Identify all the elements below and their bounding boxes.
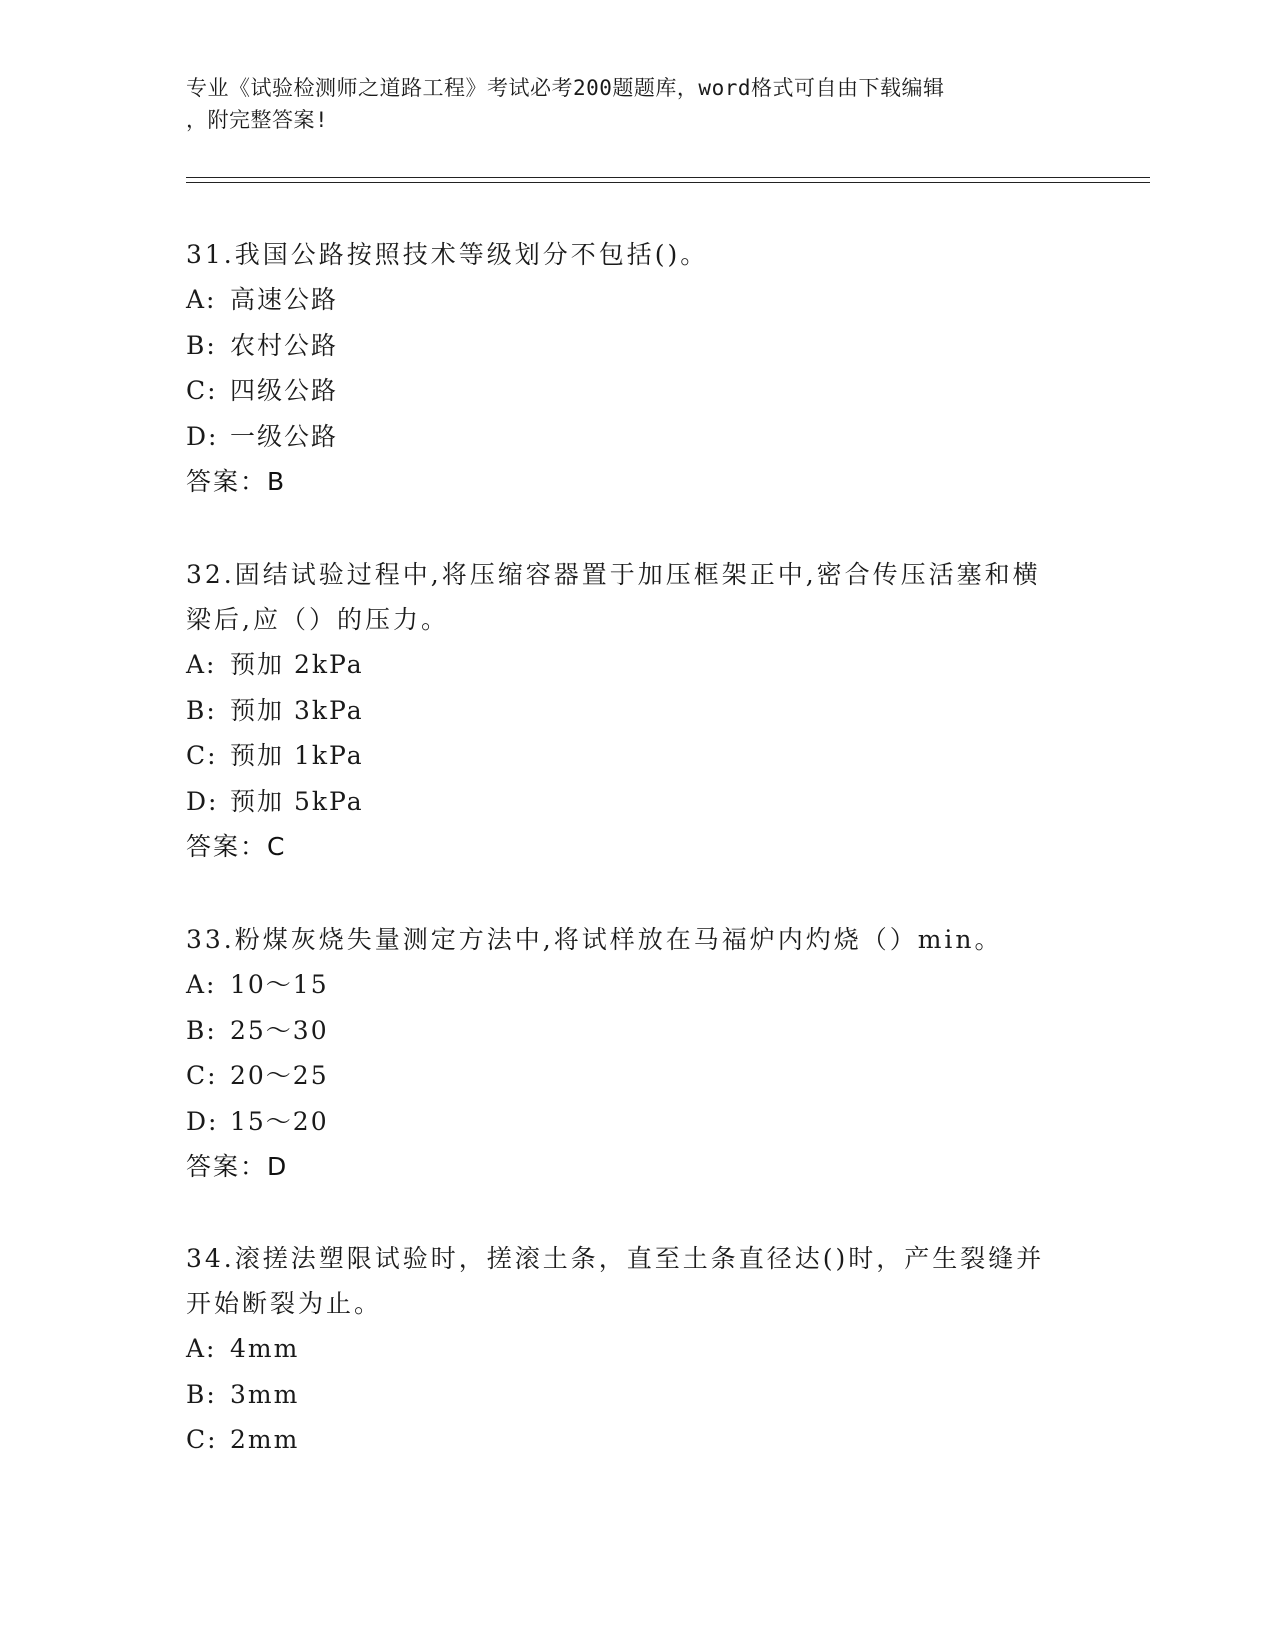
option-a bbox=[186, 642, 1086, 688]
option-c bbox=[186, 1417, 1086, 1463]
option-text: 农村公路 bbox=[230, 330, 339, 360]
option-letter: A: bbox=[186, 650, 217, 679]
option-text: 10～15 bbox=[230, 970, 329, 999]
option-text: 预加 3kPa bbox=[230, 695, 364, 725]
question-32 bbox=[186, 552, 1086, 869]
question-stem: 33.粉煤灰烧失量测定方法中,将试样放在马福炉内灼烧（）min。 bbox=[186, 925, 1003, 954]
option-d bbox=[186, 779, 1086, 825]
header-divider-top bbox=[186, 177, 1150, 178]
option-text: 3mm bbox=[230, 1379, 300, 1409]
option-b bbox=[186, 688, 1086, 734]
option-text: 高速公路 bbox=[230, 285, 339, 314]
option-letter: D: bbox=[186, 786, 219, 816]
option-text: 预加 1kPa bbox=[230, 741, 364, 770]
option-letter: A: bbox=[186, 1334, 217, 1363]
option-b bbox=[186, 1008, 1086, 1054]
option-letter: D: bbox=[186, 421, 219, 451]
question-stem-line-2: 开始断裂为止。 bbox=[186, 1289, 383, 1318]
question-stem-line-2: 梁后,应（）的压力。 bbox=[186, 605, 449, 634]
option-text: 预加 5kPa bbox=[230, 786, 364, 816]
option-text: 15～20 bbox=[230, 1106, 329, 1136]
option-letter: D: bbox=[186, 1106, 219, 1136]
option-text: 四级公路 bbox=[230, 376, 339, 405]
option-a bbox=[186, 1326, 1086, 1372]
document-header bbox=[186, 72, 1086, 136]
option-letter: C: bbox=[186, 741, 218, 770]
option-b bbox=[186, 323, 1086, 369]
question-31 bbox=[186, 232, 1086, 504]
option-letter: B: bbox=[186, 330, 217, 360]
option-text: 一级公路 bbox=[230, 421, 339, 451]
question-stem-line-1: 34.滚搓法塑限试验时，搓滚土条，直至土条直径达()时，产生裂缝并 bbox=[186, 1244, 1045, 1273]
option-c bbox=[186, 1053, 1086, 1099]
answer-label: 答案：C bbox=[186, 832, 287, 861]
option-letter: B: bbox=[186, 695, 217, 725]
option-letter: B: bbox=[186, 1379, 217, 1409]
option-text: 预加 2kPa bbox=[230, 650, 364, 679]
header-divider-bottom bbox=[186, 182, 1150, 183]
option-letter: C: bbox=[186, 1061, 218, 1090]
option-letter: B: bbox=[186, 1015, 217, 1045]
option-c bbox=[186, 368, 1086, 414]
option-d bbox=[186, 1099, 1086, 1145]
option-text: 2mm bbox=[230, 1425, 300, 1454]
question-stem: 31.我国公路按照技术等级划分不包括()。 bbox=[186, 240, 709, 269]
header-line-1: 专业《试验检测师之道路工程》考试必考200题题库，word格式可自由下载编辑 bbox=[186, 76, 945, 100]
option-text: 20～25 bbox=[230, 1061, 329, 1090]
question-33 bbox=[186, 917, 1086, 1189]
option-text: 4mm bbox=[230, 1334, 300, 1363]
option-letter: A: bbox=[186, 970, 217, 999]
question-34 bbox=[186, 1236, 1086, 1463]
answer-label: 答案：B bbox=[186, 467, 287, 496]
option-letter: C: bbox=[186, 376, 218, 405]
option-b bbox=[186, 1372, 1086, 1418]
question-stem-line-1: 32.固结试验过程中,将压缩容器置于加压框架正中,密合传压活塞和横 bbox=[186, 560, 1041, 589]
header-line-2: ，附完整答案! bbox=[186, 108, 329, 132]
option-letter: A: bbox=[186, 285, 217, 314]
option-c bbox=[186, 733, 1086, 779]
option-a bbox=[186, 962, 1086, 1008]
option-text: 25～30 bbox=[230, 1015, 329, 1045]
option-letter: C: bbox=[186, 1425, 218, 1454]
answer-label: 答案：D bbox=[186, 1152, 289, 1181]
option-d bbox=[186, 414, 1086, 460]
option-a bbox=[186, 277, 1086, 323]
